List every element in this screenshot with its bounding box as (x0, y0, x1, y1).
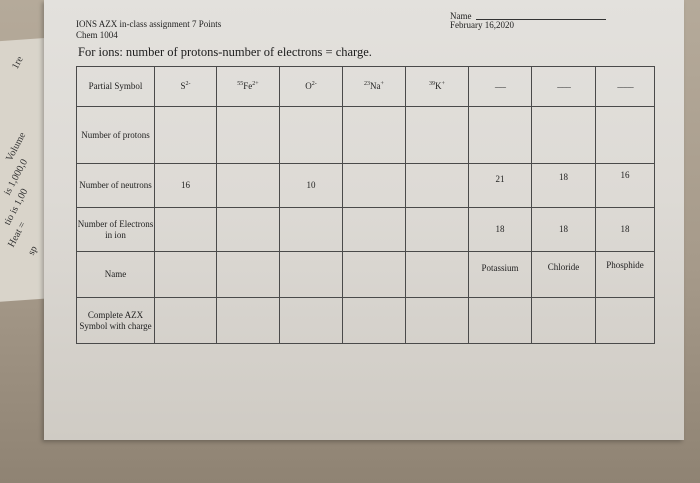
symbol-cell: -------- (469, 67, 532, 107)
neutrons-cell (343, 164, 406, 208)
name-cell: Potassium (469, 252, 532, 298)
electrons-cell (217, 208, 280, 252)
assignment-title: IONS AZX in-class assignment 7 Points (76, 19, 222, 29)
name-cell (343, 252, 406, 298)
electrons-cell: 18 (596, 208, 655, 252)
azx-cell (217, 298, 280, 344)
azx-cell (280, 298, 343, 344)
table-row (77, 107, 655, 164)
table-row (77, 298, 655, 344)
symbol-cell: ---------- (532, 67, 596, 107)
table-row (77, 67, 655, 107)
table-row (77, 208, 655, 252)
symbol-cell: $^{39}$K+ (406, 67, 469, 107)
neutrons-cell: 16 (596, 164, 655, 208)
azx-cell (469, 298, 532, 344)
row-label: Number of Electrons in ion (77, 208, 155, 252)
electrons-cell (343, 208, 406, 252)
row-label: Name (77, 252, 155, 298)
protons-cell (343, 107, 406, 164)
neutrons-cell: 16 (155, 164, 217, 208)
electrons-cell (406, 208, 469, 252)
electrons-cell: 18 (532, 208, 596, 252)
course-label: Chem 1004 (76, 30, 118, 40)
ion-table (76, 66, 655, 344)
azx-cell (155, 298, 217, 344)
symbol-cell: ------------ (596, 67, 655, 107)
protons-cell (469, 107, 532, 164)
protons-cell (406, 107, 469, 164)
protons-cell (217, 107, 280, 164)
protons-cell (596, 107, 655, 164)
row-label: Partial Symbol (77, 67, 155, 107)
electrons-cell (280, 208, 343, 252)
name-label: Name (450, 11, 472, 21)
background-sheet-text: Heat = (6, 220, 29, 250)
background-sheet-text: sp (26, 244, 40, 258)
row-label: Number of protons (77, 107, 155, 164)
name-cell (406, 252, 469, 298)
name-cell: Phosphide (596, 252, 655, 298)
symbol-cell: $O^{2-}$ (280, 67, 343, 107)
table-row (77, 252, 655, 298)
date-label: February 16,2020 (450, 20, 514, 30)
row-label: Complete AZX Symbol with charge (77, 298, 155, 344)
background-sheet-text: Volume (4, 130, 29, 164)
neutrons-cell: 21 (469, 164, 532, 208)
name-cell (217, 252, 280, 298)
symbol-cell: $^{55}Fe^{2+}$ (217, 67, 280, 107)
azx-cell (406, 298, 469, 344)
azx-cell (596, 298, 655, 344)
azx-cell (532, 298, 596, 344)
protons-cell (155, 107, 217, 164)
name-cell: Chloride (532, 252, 596, 298)
protons-cell (532, 107, 596, 164)
neutrons-cell (217, 164, 280, 208)
instruction-line: For ions: number of protons-number of electrons = charge. (78, 45, 372, 59)
neutrons-cell: 10 (280, 164, 343, 208)
protons-cell (280, 107, 343, 164)
symbol-cell: $^{23}$Na+ (343, 67, 406, 107)
neutrons-cell (406, 164, 469, 208)
background-sheet-text: is 1,000,0 (2, 157, 31, 198)
azx-cell (343, 298, 406, 344)
neutrons-cell: 18 (532, 164, 596, 208)
name-cell (280, 252, 343, 298)
symbol-cell: $S^{2-}$ (155, 67, 217, 107)
row-label: Number of neutrons (77, 164, 155, 208)
electrons-cell (155, 208, 217, 252)
table-row (77, 164, 655, 208)
background-sheet-text: 1re (10, 54, 26, 72)
background-sheet-text: tio is 1,00 (2, 186, 31, 228)
name-cell (155, 252, 217, 298)
electrons-cell: 18 (469, 208, 532, 252)
